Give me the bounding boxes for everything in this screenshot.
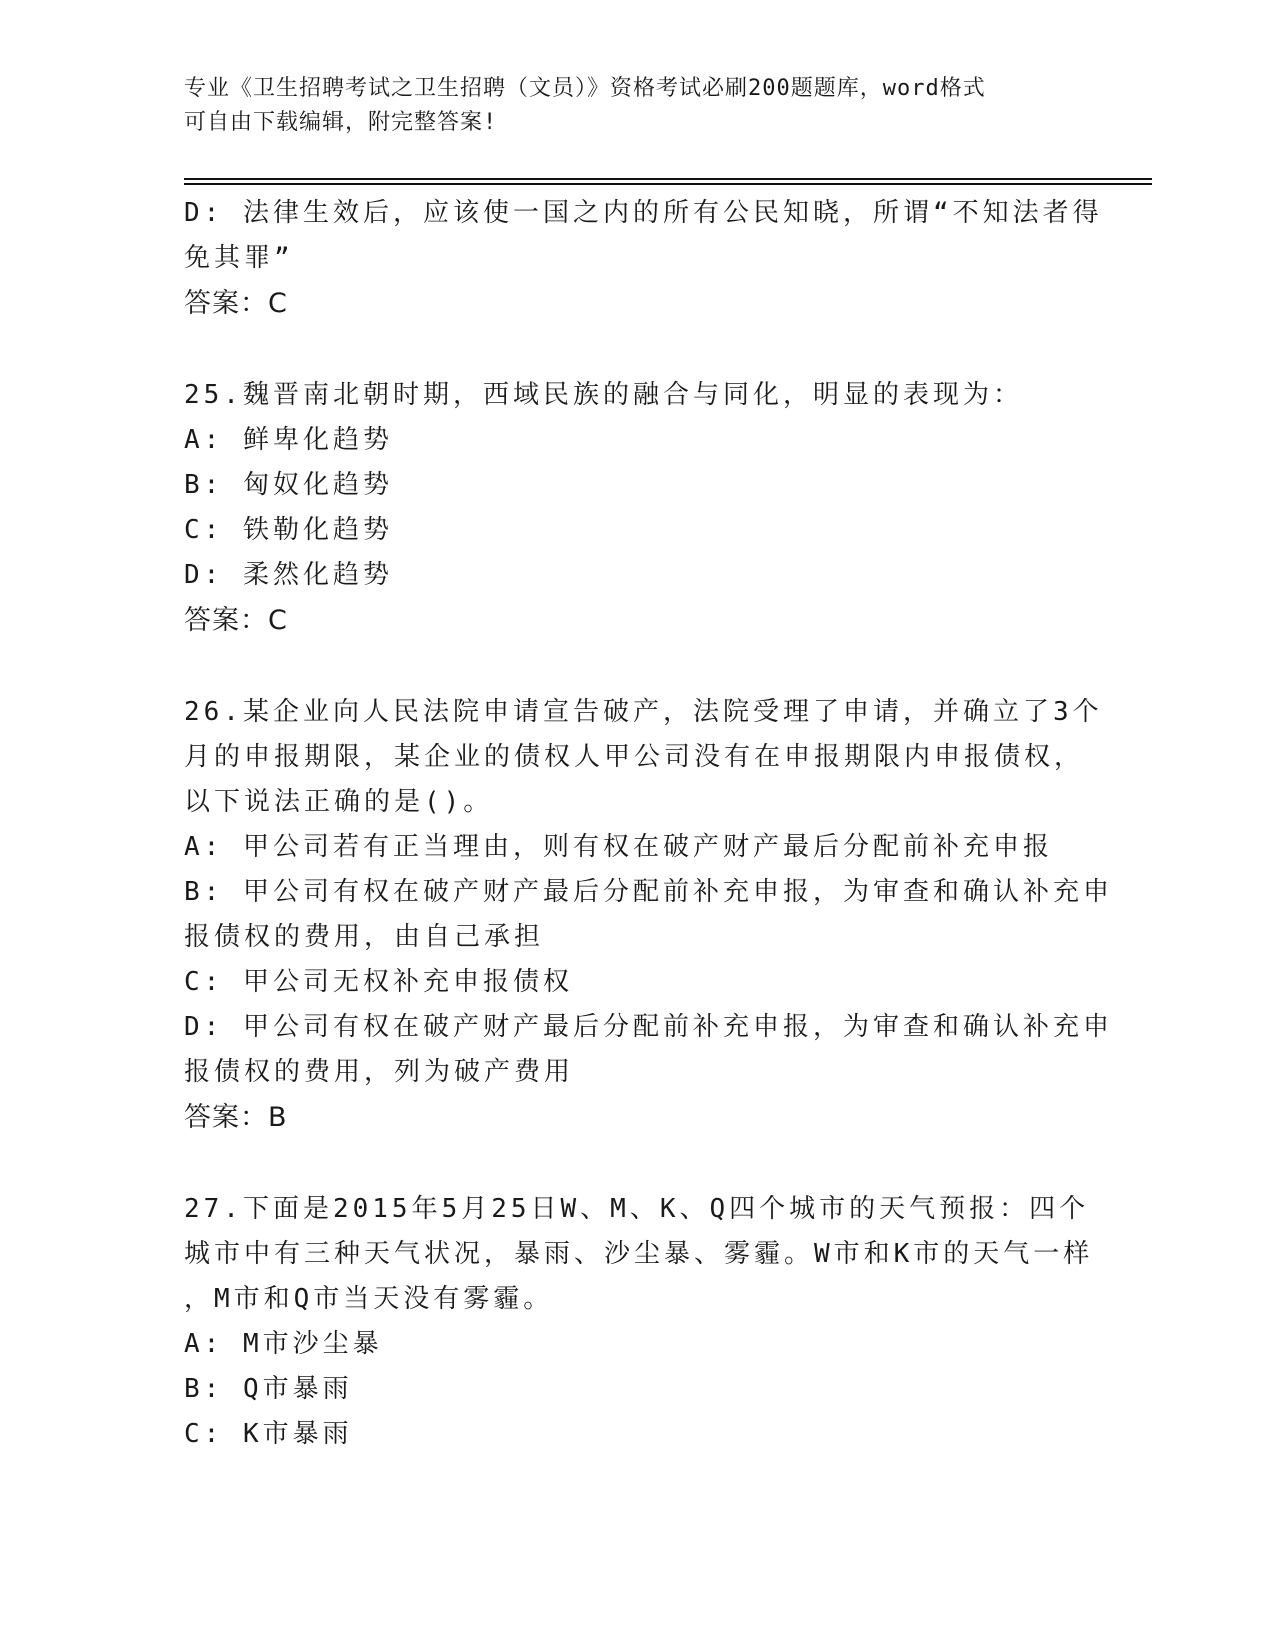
option-b: B: 匈奴化趋势 xyxy=(184,470,393,500)
option-b-line-2: 报债权的费用，由自己承担 xyxy=(184,922,545,952)
header-title-line-1: 专业《卫生招聘考试之卫生招聘（文员）》资格考试必刷200题题库，word格式 xyxy=(184,76,986,101)
question-26 xyxy=(184,690,1113,1140)
question-stem-line-2: 城市中有三种天气状况，暴雨、沙尘暴、雾霾。W市和K市的天气一样 xyxy=(184,1239,1094,1269)
option-b-line-1: B: 甲公司有权在破产财产最后分配前补充申报，为审查和确认补充申 xyxy=(184,877,1113,907)
header-divider-top xyxy=(184,178,1152,180)
answer-label: 答案：C xyxy=(184,605,288,636)
option-d-line-1: D: 甲公司有权在破产财产最后分配前补充申报，为审查和确认补充申 xyxy=(184,1012,1113,1042)
question-24-continued xyxy=(184,191,1104,326)
page-header xyxy=(184,72,1064,140)
option-d-line-2: 免其罪” xyxy=(184,243,294,273)
question-stem-line-3: 以下说法正确的是()。 xyxy=(184,787,494,817)
header-title-line-2: 可自由下载编辑，附完整答案! xyxy=(184,110,498,135)
option-c: C: K市暴雨 xyxy=(184,1419,353,1449)
option-b: B: Q市暴雨 xyxy=(184,1374,353,1404)
option-c: C: 甲公司无权补充申报债权 xyxy=(184,967,573,997)
option-a: A: 甲公司若有正当理由，则有权在破产财产最后分配前补充申报 xyxy=(184,832,1053,862)
question-stem-line-3: ，M市和Q市当天没有雾霾。 xyxy=(184,1284,554,1314)
option-d-line-1: D: 法律生效后，应该使一国之内的所有公民知晓，所谓“不知法者得 xyxy=(184,198,1103,228)
answer-label: 答案：C xyxy=(184,288,288,319)
header-divider-bottom xyxy=(184,183,1152,185)
answer-label: 答案：B xyxy=(184,1102,288,1133)
question-stem-line-1: 26.某企业向人民法院申请宣告破产，法院受理了申请，并确立了3个 xyxy=(184,697,1103,727)
question-27 xyxy=(184,1187,1104,1457)
option-c: C: 铁勒化趋势 xyxy=(184,515,393,545)
option-a: A: M市沙尘暴 xyxy=(184,1329,383,1359)
question-25 xyxy=(184,373,1104,643)
question-stem-line-2: 月的申报期限，某企业的债权人甲公司没有在申报期限内申报债权， xyxy=(184,742,1085,772)
question-list xyxy=(184,191,1113,1457)
option-a: A: 鲜卑化趋势 xyxy=(184,425,393,455)
question-stem: 25.魏晋南北朝时期，西域民族的融合与同化，明显的表现为： xyxy=(184,380,1023,410)
question-stem-line-1: 27.下面是2015年5月25日W、M、K、Q四个城市的天气预报：四个 xyxy=(184,1194,1090,1224)
option-d-line-2: 报债权的费用，列为破产费用 xyxy=(184,1057,575,1087)
option-d: D: 柔然化趋势 xyxy=(184,560,393,590)
